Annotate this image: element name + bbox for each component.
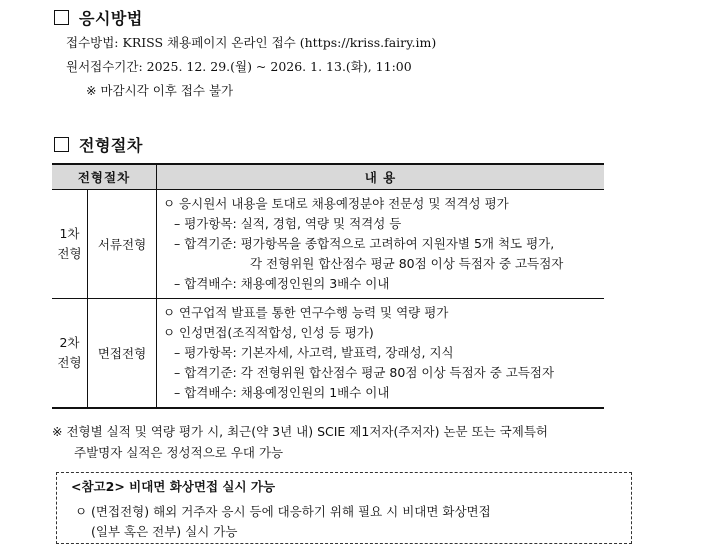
process-table: [52, 163, 604, 409]
stage-label: 전형: [57, 355, 82, 370]
stage-label: 전형: [57, 246, 82, 261]
stage-name: 서류전형: [88, 190, 157, 299]
apply-deadline-note: ※ 마감시각 이후 접수 불가: [86, 83, 234, 98]
stage-label: 1차: [59, 226, 80, 241]
checkbox-square-icon: [54, 10, 69, 25]
content-item: – 합격배수: 채용예정인원의 1배수 이내: [174, 385, 390, 400]
table-row: [52, 299, 604, 409]
section-title-apply: [54, 6, 143, 29]
content-item: – 합격기준: 각 전형위원 합산점수 평균 80점 이상 득점자 중 고득점자: [174, 365, 555, 380]
stage-label: 2차: [59, 335, 80, 350]
content-item: ㅇ 연구업적 발표를 통한 연구수행 능력 및 역량 평가: [163, 305, 449, 320]
apply-method-line: [66, 33, 436, 51]
apply-period: 원서접수기간: 2025. 12. 29.(월) ~ 2026. 1. 13.(화), 11:00: [66, 59, 412, 74]
reference-title: <참고2> 비대면 화상면접 실시 가능: [71, 479, 276, 494]
stage-name: 면접전형: [88, 299, 157, 409]
process-footnote-cont: 주발명자 실적은 정성적으로 우대 가능: [74, 445, 284, 460]
table-row: [52, 190, 604, 299]
apply-title-text: 응시방법: [79, 9, 143, 28]
stage-cell: [52, 190, 88, 299]
content-item: – 평가항목: 기본자세, 사고력, 발표력, 장래성, 지식: [174, 345, 454, 360]
content-item: 각 전형위원 합산점수 평균 80점 이상 득점자 중 고득점자: [250, 256, 564, 271]
section-title-process: [54, 133, 143, 156]
table-header-content: 내 용: [157, 164, 605, 190]
content-cell: [157, 190, 605, 299]
apply-method: 접수방법: KRISS 채용페이지 온라인 접수 (https://kriss.fairy.im): [66, 35, 437, 50]
content-item: ㅇ 응시원서 내용을 토대로 채용예정분야 전문성 및 적격성 평가: [163, 196, 509, 211]
content-item: – 평가항목: 실적, 경험, 역량 및 적격성 등: [174, 216, 402, 231]
content-cell: [157, 299, 605, 409]
process-footnote: ※ 전형별 실적 및 역량 평가 시, 최근(약 3년 내) SCIE 제1저자(주저자) 논문 또는 국제특허: [52, 424, 548, 439]
apply-period-line: [66, 57, 412, 75]
reference-line: (일부 혹은 전부) 실시 가능: [91, 524, 238, 539]
reference-box: [56, 472, 632, 544]
content-item: ㅇ 인성면접(조직적합성, 인성 등 평가): [163, 325, 374, 340]
checkbox-square-icon: [54, 137, 69, 152]
content-item: – 합격기준: 평가항목을 종합적으로 고려하여 지원자별 5개 척도 평가,: [174, 236, 555, 251]
reference-line: ㅇ (면접전형) 해외 거주자 응시 등에 대응하기 위해 필요 시 비대면 화상면접: [75, 504, 491, 519]
process-title-text: 전형절차: [79, 136, 143, 155]
content-item: – 합격배수: 채용예정인원의 3배수 이내: [174, 276, 390, 291]
stage-cell: [52, 299, 88, 409]
table-header-stage: 전형절차: [52, 164, 157, 190]
